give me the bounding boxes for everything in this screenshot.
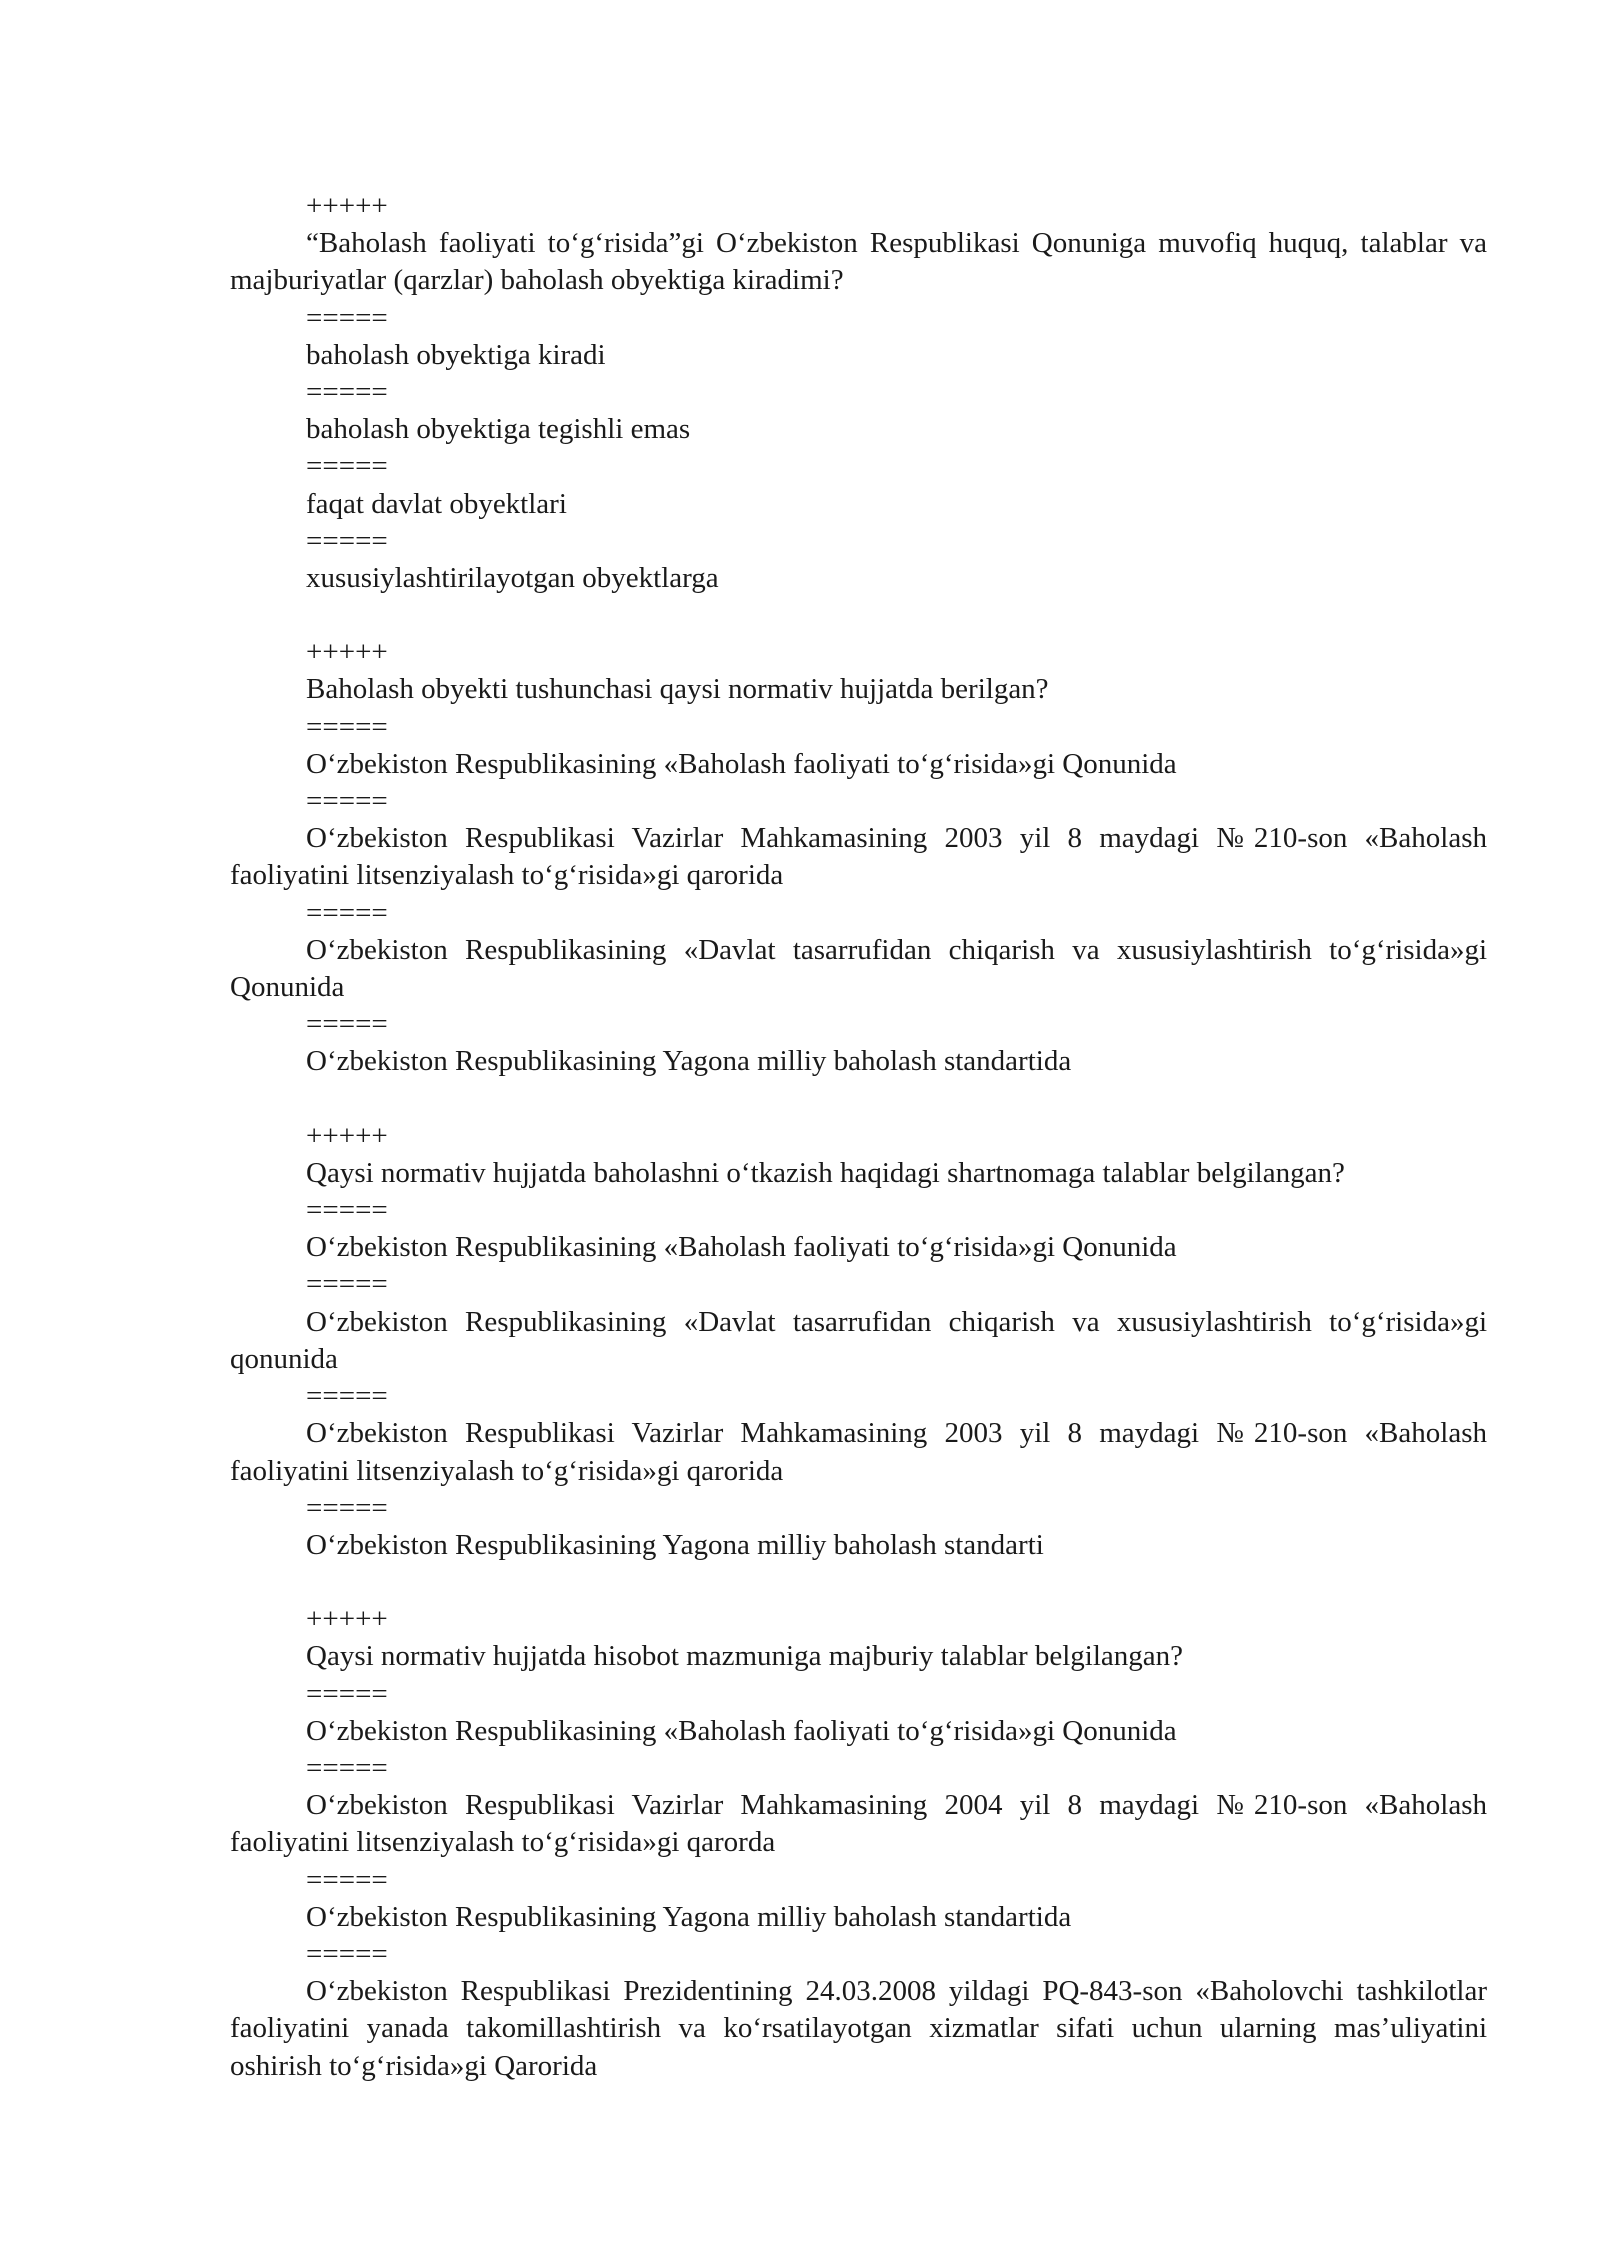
answer-separator: ===== bbox=[306, 1380, 388, 1413]
answer-option: baholash obyektiga kiradi bbox=[306, 338, 606, 371]
answer-separator: ===== bbox=[306, 1491, 388, 1524]
blank-line bbox=[230, 1081, 1487, 1118]
question-text: “Baholash faoliyati to‘g‘risida”gi O‘zbekiston Respublikasi Qonuniga muvofiq huquq, talablar va majburiyatlar (qarzlar) baholash obyektiga kiradimi? bbox=[230, 227, 1487, 297]
answer-separator: ===== bbox=[306, 710, 388, 743]
question-marker: +++++ bbox=[306, 1603, 388, 1636]
blank-line bbox=[230, 597, 1487, 634]
question-text: Qaysi normativ hujjatda hisobot mazmuniga majburiy talablar belgilangan? bbox=[306, 1640, 1184, 1673]
answer-option: baholash obyektiga tegishli emas bbox=[306, 413, 691, 446]
answer-separator: ===== bbox=[306, 896, 388, 929]
question-marker: +++++ bbox=[306, 636, 388, 669]
answer-separator: ===== bbox=[306, 1008, 388, 1041]
blank-line bbox=[230, 1564, 1487, 1601]
answer-option: O‘zbekiston Respublikasining «Davlat tasarrufidan chiqarish va xususiylashtirish to‘g‘risida»gi qonunida bbox=[230, 1305, 1487, 1375]
question-block-1 bbox=[230, 188, 1487, 597]
question-marker: +++++ bbox=[306, 190, 388, 222]
answer-separator: ===== bbox=[306, 524, 388, 557]
answer-separator: ===== bbox=[306, 301, 388, 334]
question-block-2 bbox=[230, 634, 1487, 1080]
answer-separator: ===== bbox=[306, 450, 388, 483]
answer-option: faqat davlat obyektlari bbox=[306, 487, 567, 520]
answer-option: O‘zbekiston Respublikasi Vazirlar Mahkamasining 2003 yil 8 maydagi №210-son «Baholash faoliyatini litsenziyalash to‘g‘risida»gi qarorida bbox=[230, 1417, 1487, 1487]
answer-separator: ===== bbox=[306, 1194, 388, 1227]
answer-separator: ===== bbox=[306, 1677, 388, 1710]
answer-option: O‘zbekiston Respublikasi Prezidentining 24.03.2008 yildagi PQ-843-son «Baholovchi tashkilotlar faoliyatini yanada takomillashtirish va ko‘rsatilayotgan xizmatlar sifati uchun ularning mas’uliyatini oshirish to‘g‘risida»gi Qarorida bbox=[230, 1975, 1487, 2082]
answer-option: O‘zbekiston Respublikasining Yagona milliy baholash standartida bbox=[306, 1900, 1072, 1933]
question-text: Qaysi normativ hujjatda baholashni o‘tkazish haqidagi shartnomaga talablar belgilangan? bbox=[306, 1156, 1345, 1189]
document-body bbox=[230, 188, 1487, 2085]
answer-option: O‘zbekiston Respublikasi Vazirlar Mahkamasining 2004 yil 8 maydagi №210-son «Baholash faoliyatini litsenziyalash to‘g‘risida»gi qarorda bbox=[230, 1789, 1487, 1859]
question-marker: +++++ bbox=[306, 1119, 388, 1152]
question-block-4 bbox=[230, 1601, 1487, 2085]
answer-option: O‘zbekiston Respublikasining Yagona milliy baholash standartida bbox=[306, 1045, 1072, 1078]
answer-separator: ===== bbox=[306, 376, 388, 409]
answer-option: xususiylashtirilayotgan obyektlarga bbox=[306, 562, 719, 595]
answer-option: O‘zbekiston Respublikasining «Baholash faoliyati to‘g‘risida»gi Qonunida bbox=[306, 747, 1177, 780]
question-block-3 bbox=[230, 1118, 1487, 1564]
question-text: Baholash obyekti tushunchasi qaysi normativ hujjatda berilgan? bbox=[306, 673, 1049, 706]
answer-option: O‘zbekiston Respublikasining «Baholash faoliyati to‘g‘risida»gi Qonunida bbox=[306, 1231, 1177, 1264]
answer-option: O‘zbekiston Respublikasining «Baholash faoliyati to‘g‘risida»gi Qonunida bbox=[306, 1714, 1177, 1747]
answer-separator: ===== bbox=[306, 1863, 388, 1896]
answer-option: O‘zbekiston Respublikasining Yagona milliy baholash standarti bbox=[306, 1528, 1044, 1561]
answer-separator: ===== bbox=[306, 785, 388, 818]
answer-option: O‘zbekiston Respublikasi Vazirlar Mahkamasining 2003 yil 8 maydagi №210-son «Baholash faoliyatini litsenziyalash to‘g‘risida»gi qarorida bbox=[230, 822, 1487, 892]
answer-option: O‘zbekiston Respublikasining «Davlat tasarrufidan chiqarish va xususiylashtirish to‘g‘risida»gi Qonunida bbox=[230, 933, 1487, 1004]
answer-separator: ===== bbox=[306, 1751, 388, 1784]
answer-separator: ===== bbox=[306, 1937, 388, 1970]
answer-separator: ===== bbox=[306, 1268, 388, 1301]
